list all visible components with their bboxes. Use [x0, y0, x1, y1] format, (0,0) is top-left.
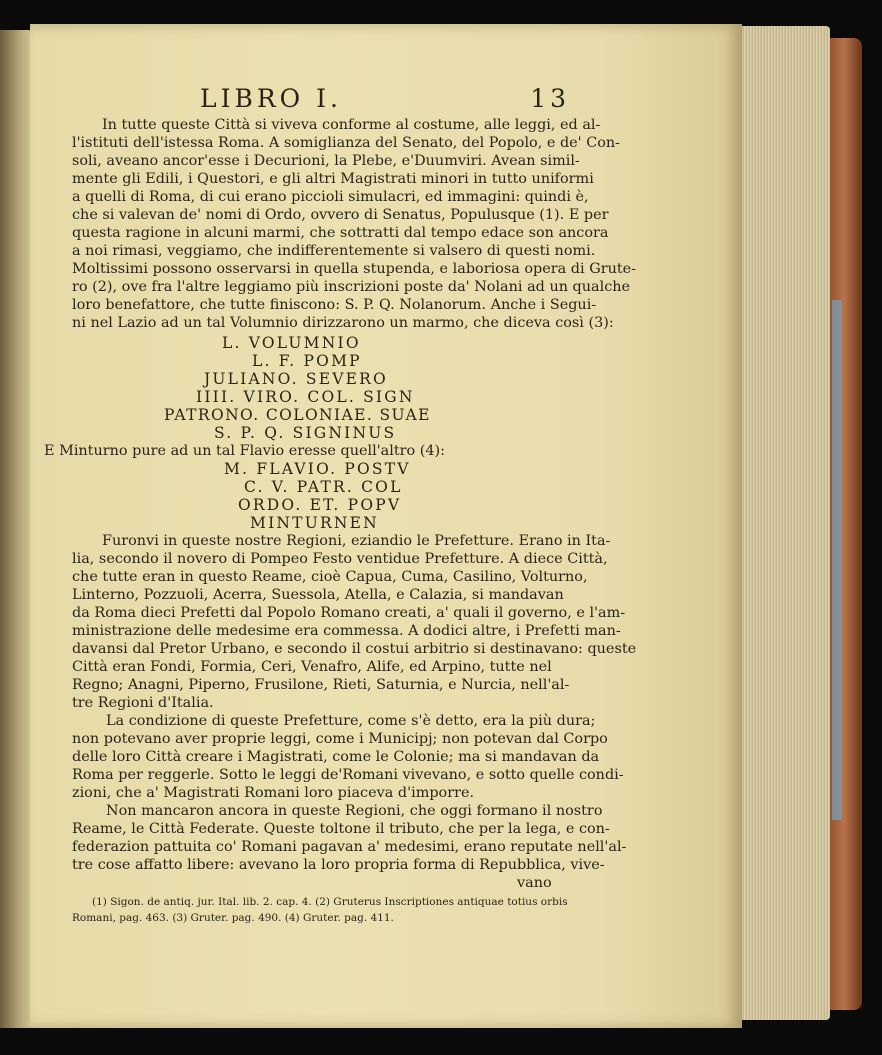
inscription-line: C. V. PATR. COL	[244, 478, 403, 496]
text-line: l'istituti dell'istessa Roma. A somiglianza del Senato, del Popolo, e de' Con-	[72, 135, 621, 151]
text-line: tre Regioni d'Italia.	[72, 695, 214, 711]
text-line: a quelli di Roma, di cui erano piccioli simulacri, ed immagini: quindi è,	[72, 189, 589, 205]
text-line: Moltissimi possono osservarsi in quella stupenda, e laboriosa opera di Grute-	[72, 261, 637, 277]
text-line: In tutte queste Città si viveva conforme al costume, alle leggi, ed al-	[102, 117, 601, 133]
text-line: Reame, le Città Federate. Queste toltone il tributo, che per la lega, e con-	[72, 821, 610, 837]
inscription-line: MINTURNEN	[250, 514, 379, 532]
text-line: federazion pattuita co' Romani pagavan a' medesimi, erano reputate nell'al-	[72, 839, 627, 855]
text-line: davansi dal Pretor Urbano, e secondo il costui arbitrio si destinavano: queste	[72, 641, 637, 657]
inscription-line: PATRONO. COLONIAE. SUAE	[164, 406, 431, 424]
text-line: tre cose affatto libere: avevano la loro propria forma di Repubblica, vive-	[72, 857, 605, 873]
text-line: E Minturno pure ad un tal Flavio eresse quell'altro (4):	[44, 443, 445, 459]
text-line: che si valevan de' nomi di Ordo, ovvero di Senatus, Populusque (1). E per	[72, 207, 609, 223]
text-line: a noi rimasi, veggiamo, che indifferentemente si valsero di questi nomi.	[72, 243, 596, 259]
footnote-line: (1) Sigon. de antiq. jur. Ital. lib. 2. cap. 4. (2) Gruterus Inscriptiones antiquae totius orbis	[92, 896, 568, 908]
page-fore-edge	[738, 26, 830, 1020]
footnote-line: Romani, pag. 463. (3) Gruter. pag. 490. (4) Gruter. pag. 411.	[72, 912, 394, 924]
inscription-line: JULIANO. SEVERO	[204, 370, 388, 388]
text-line: delle loro Città creare i Magistrati, come le Colonie; ma si mandavan da	[72, 749, 600, 765]
text-line: La condizione di queste Prefetture, come s'è detto, era la più dura;	[106, 713, 596, 729]
text-line: che tutte eran in questo Reame, cioè Capua, Cuma, Casilino, Volturno,	[72, 569, 588, 585]
text-line: da Roma dieci Prefetti dal Popolo Romano creati, a' quali il governo, e l'am-	[72, 605, 626, 621]
text-line: lia, secondo il novero di Pompeo Festo ventidue Prefetture. A diece Città,	[72, 551, 608, 567]
text-line: ministrazione delle medesime era commessa. A dodici altre, i Prefetti man-	[72, 623, 621, 639]
text-line: non potevano aver proprie leggi, come i Municipj; non potevan dal Corpo	[72, 731, 608, 747]
text-line: mente gli Edili, i Questori, e gli altri Magistrati minori in tutto uniformi	[72, 171, 594, 187]
text-line: Regno; Anagni, Piperno, Frusilone, Rieti, Saturnia, e Nurcia, nell'al-	[72, 677, 570, 693]
text-line: zioni, che a' Magistrati Romani loro piaceva d'imporre.	[72, 785, 475, 801]
text-line: questa ragione in alcuni marmi, che sottratti dal tempo edace son ancora	[72, 225, 609, 241]
text-line: Linterno, Pozzuoli, Acerra, Suessola, Atella, e Calazia, si mandavan	[72, 587, 564, 603]
text-line: Città eran Fondi, Formia, Ceri, Venafro, Alife, ed Arpino, tutte nel	[72, 659, 552, 675]
text-line: Non mancaron ancora in queste Regioni, che oggi formano il nostro	[106, 803, 603, 819]
text-line: ro (2), ove fra l'altre leggiamo più inscrizioni poste da' Nolani ad un qualche	[72, 279, 631, 295]
inscription-line: S. P. Q. SIGNINUS	[214, 424, 397, 442]
inscription-line: M. FLAVIO. POSTV	[224, 460, 411, 478]
catchword: vano	[517, 875, 552, 891]
text-line: Roma per reggerle. Sotto le leggi de'Romani vivevano, e sotto quelle condi-	[72, 767, 624, 783]
inscription-line: L. F. POMP	[252, 352, 362, 370]
text-line: ni nel Lazio ad un tal Volumnio dirizzarono un marmo, che diceva così (3):	[72, 315, 614, 331]
text-line: Furonvi in queste nostre Regioni, eziandio le Prefetture. Erano in Ita-	[102, 533, 611, 549]
header-title: LIBRO I.	[200, 84, 342, 113]
inscription-line: L. VOLUMNIO	[222, 334, 361, 352]
inscription-line: ORDO. ET. POPV	[238, 496, 402, 514]
text-line: soli, aveano ancor'esse i Decurioni, la Plebe, e'Duumviri. Avean simil-	[72, 153, 580, 169]
left-page-edge	[0, 30, 34, 1028]
page-number: 13	[530, 84, 570, 113]
text-line: loro benefattore, che tutte finiscono: S. P. Q. Nolanorum. Anche i Segui-	[72, 297, 597, 313]
cover-strip	[832, 300, 842, 820]
inscription-line: IIII. VIRO. COL. SIGN	[196, 388, 415, 406]
